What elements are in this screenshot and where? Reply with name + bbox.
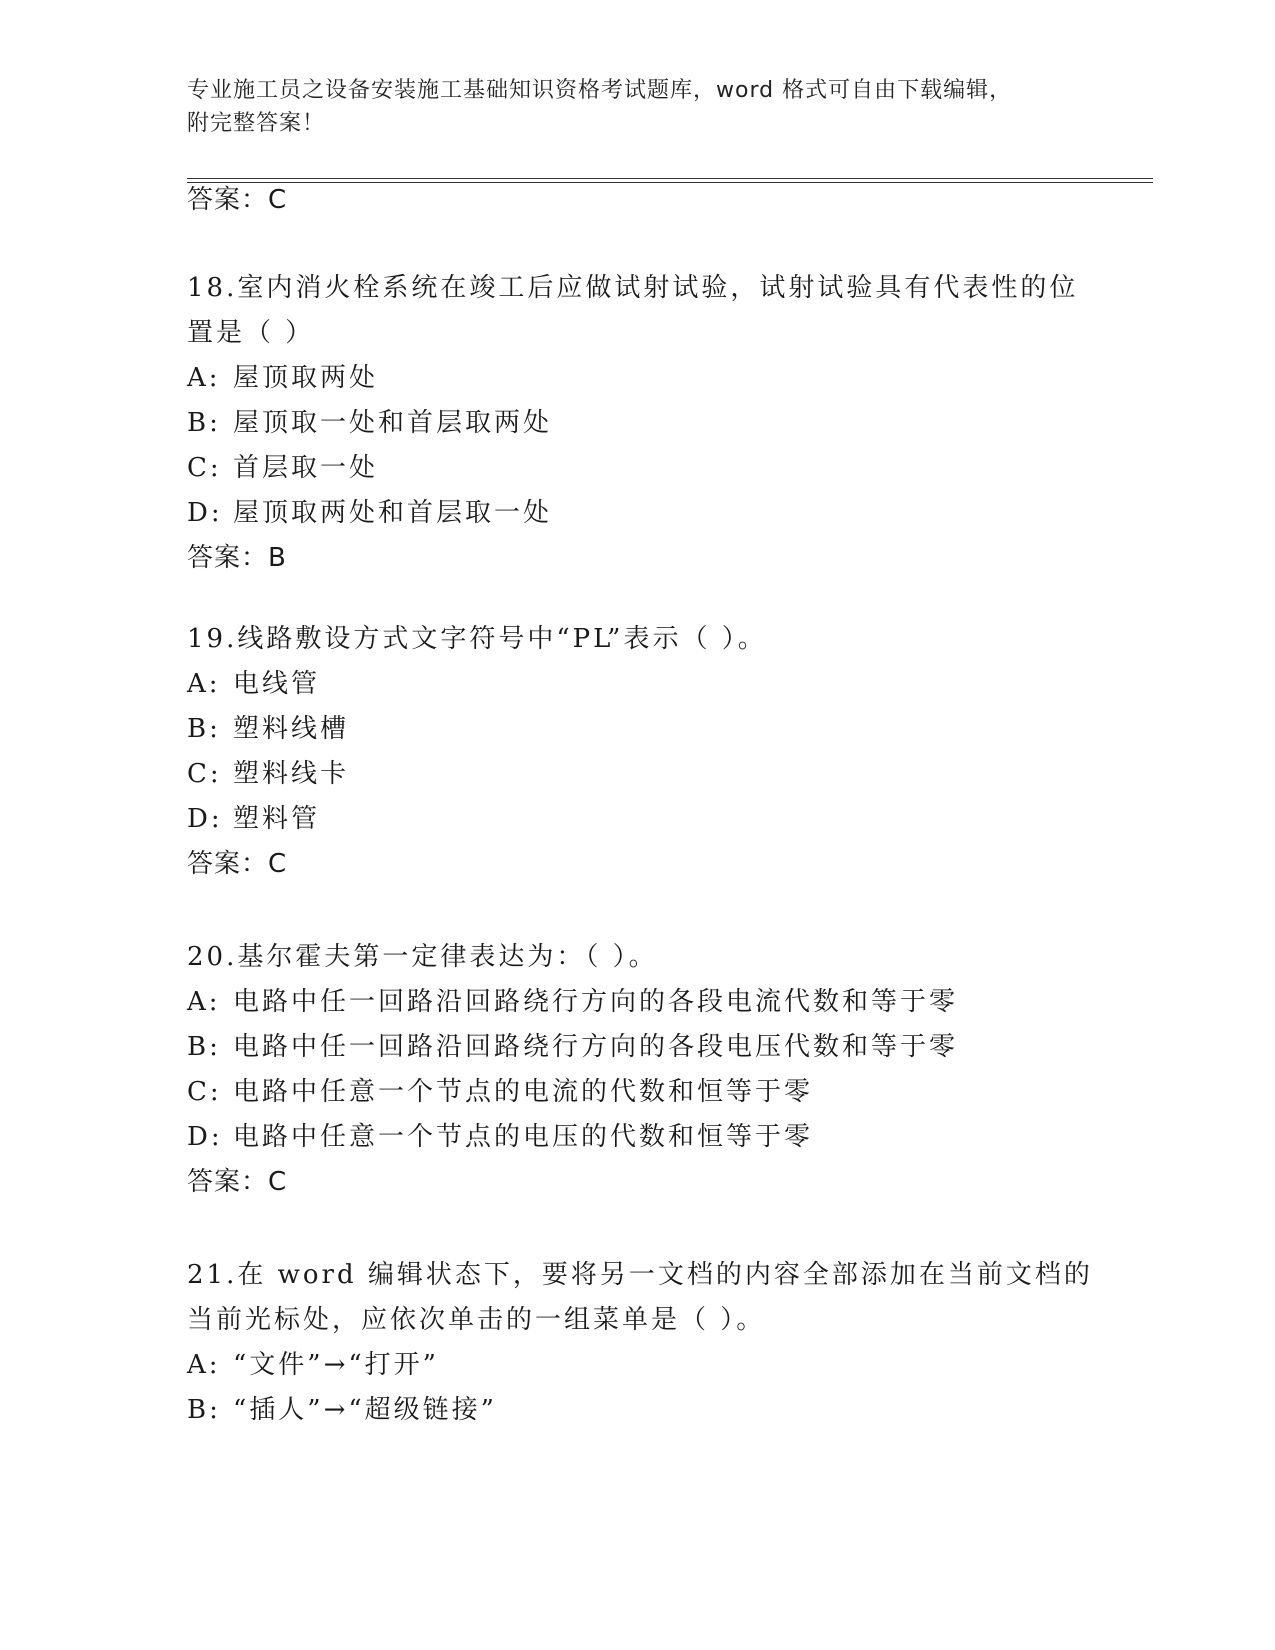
question-19 (187, 617, 1087, 887)
prev-answer-block (187, 178, 1087, 223)
option-c (187, 752, 1087, 797)
question-text: 19.线路敷设方式文字符号中“PL”表示（ ）。 (187, 624, 767, 654)
option-d (187, 797, 1087, 842)
option-c (187, 446, 1087, 491)
option-text: 首层取一处 (233, 453, 379, 483)
option-key: D: (187, 498, 223, 528)
option-key: B: (187, 1032, 221, 1062)
option-text: 电路中任一回路沿回路绕行方向的各段电流代数和等于零 (233, 987, 959, 1017)
option-b (187, 707, 1087, 752)
answer-label: 答案：B (187, 543, 287, 573)
option-key: A: (187, 669, 221, 699)
option-key: C: (187, 453, 222, 483)
header-line-2: 附完整答案！ (187, 111, 326, 136)
option-text: 电路中任一回路沿回路绕行方向的各段电压代数和等于零 (233, 1032, 959, 1062)
question-text-continued: 当前光标处，应依次单击的一组菜单是（ ）。 (187, 1305, 766, 1335)
option-text: 塑料线卡 (233, 759, 350, 789)
answer-label: 答案：C (187, 185, 288, 215)
option-c (187, 1070, 1087, 1115)
option-a (187, 662, 1087, 707)
option-text: 塑料管 (233, 804, 321, 834)
option-text: 屋顶取两处 (233, 363, 379, 393)
option-a (187, 980, 1087, 1025)
option-key: A: (187, 987, 221, 1017)
option-key: B: (187, 714, 221, 744)
question-20 (187, 935, 1087, 1205)
header-line-1: 专业施工员之设备安装施工基础知识资格考试题库，word 格式可自由下载编辑， (187, 78, 1013, 103)
option-key: B: (187, 1395, 221, 1425)
option-key: C: (187, 1077, 222, 1107)
option-key: C: (187, 759, 222, 789)
option-key: D: (187, 1122, 223, 1152)
option-text: 屋顶取两处和首层取一处 (233, 498, 553, 528)
option-text: 电路中任意一个节点的电压的代数和恒等于零 (233, 1122, 814, 1152)
question-text-continued: 置是（ ） (187, 318, 315, 348)
option-text: 塑料线槽 (233, 714, 350, 744)
question-21 (187, 1253, 1093, 1433)
option-d (187, 491, 1087, 536)
question-text: 18.室内消火栓系统在竣工后应做试射试验，试射试验具有代表性的位 (187, 273, 1079, 303)
option-a (187, 1343, 1087, 1388)
option-text: 屋顶取一处和首层取两处 (233, 408, 553, 438)
option-key: A: (187, 1350, 221, 1380)
option-text: “文件”→“打开” (233, 1350, 439, 1380)
option-text: 电路中任意一个节点的电流的代数和恒等于零 (233, 1077, 814, 1107)
option-key: A: (187, 363, 221, 393)
option-d (187, 1115, 1087, 1160)
document-header (187, 74, 1087, 140)
option-b (187, 1388, 1087, 1433)
option-b (187, 401, 1087, 446)
option-key: D: (187, 804, 223, 834)
answer-label: 答案：C (187, 1167, 288, 1197)
option-a (187, 356, 1087, 401)
option-b (187, 1025, 1087, 1070)
question-text: 20.基尔霍夫第一定律表达为：（ ）。 (187, 942, 658, 972)
option-key: B: (187, 408, 221, 438)
option-text: 电线管 (233, 669, 321, 699)
question-text: 21.在 word 编辑状态下，要将另一文档的内容全部添加在当前文档的 (187, 1260, 1093, 1290)
question-18 (187, 266, 1087, 581)
option-text: “插人”→“超级链接” (233, 1395, 497, 1425)
answer-label: 答案：C (187, 849, 288, 879)
